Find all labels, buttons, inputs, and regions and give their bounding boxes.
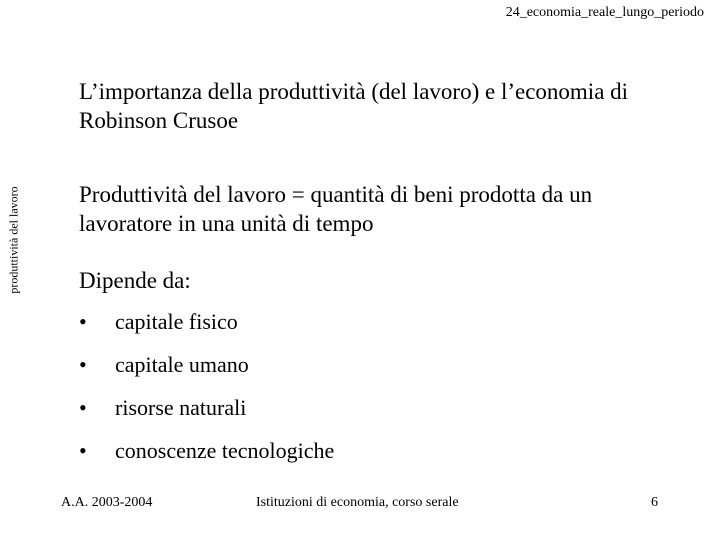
depends-label: Dipende da: xyxy=(79,268,191,293)
bullet-icon: • xyxy=(79,395,87,420)
header-filename: 24_economia_reale_lungo_periodo xyxy=(505,5,704,20)
bullet-icon: • xyxy=(79,309,87,334)
footer-course: Istituzioni di economia, corso serale xyxy=(256,495,459,510)
footer-year: A.A. 2003-2004 xyxy=(61,495,153,510)
slide-title: L’importanza della produttività (del lavoro) e l’economia di Robinson Crusoe xyxy=(79,79,629,133)
list-item xyxy=(79,307,334,350)
list-item xyxy=(79,350,334,393)
side-label: produttività del lavoro xyxy=(6,186,21,294)
definition-text: Produttività del lavoro = quantità di beni prodotta da un lavoratore in una unità di tempo xyxy=(79,182,593,236)
list-item xyxy=(79,436,334,479)
list-item xyxy=(79,393,334,436)
bullet-text: capitale fisico xyxy=(115,309,238,334)
bullet-list xyxy=(79,307,334,479)
bullet-text: risorse naturali xyxy=(115,395,247,420)
bullet-icon: • xyxy=(79,438,87,463)
bullet-text: capitale umano xyxy=(115,352,249,377)
bullet-text: conoscenze tecnologiche xyxy=(115,438,335,463)
bullet-icon: • xyxy=(79,352,87,377)
page-number: 6 xyxy=(651,495,658,510)
